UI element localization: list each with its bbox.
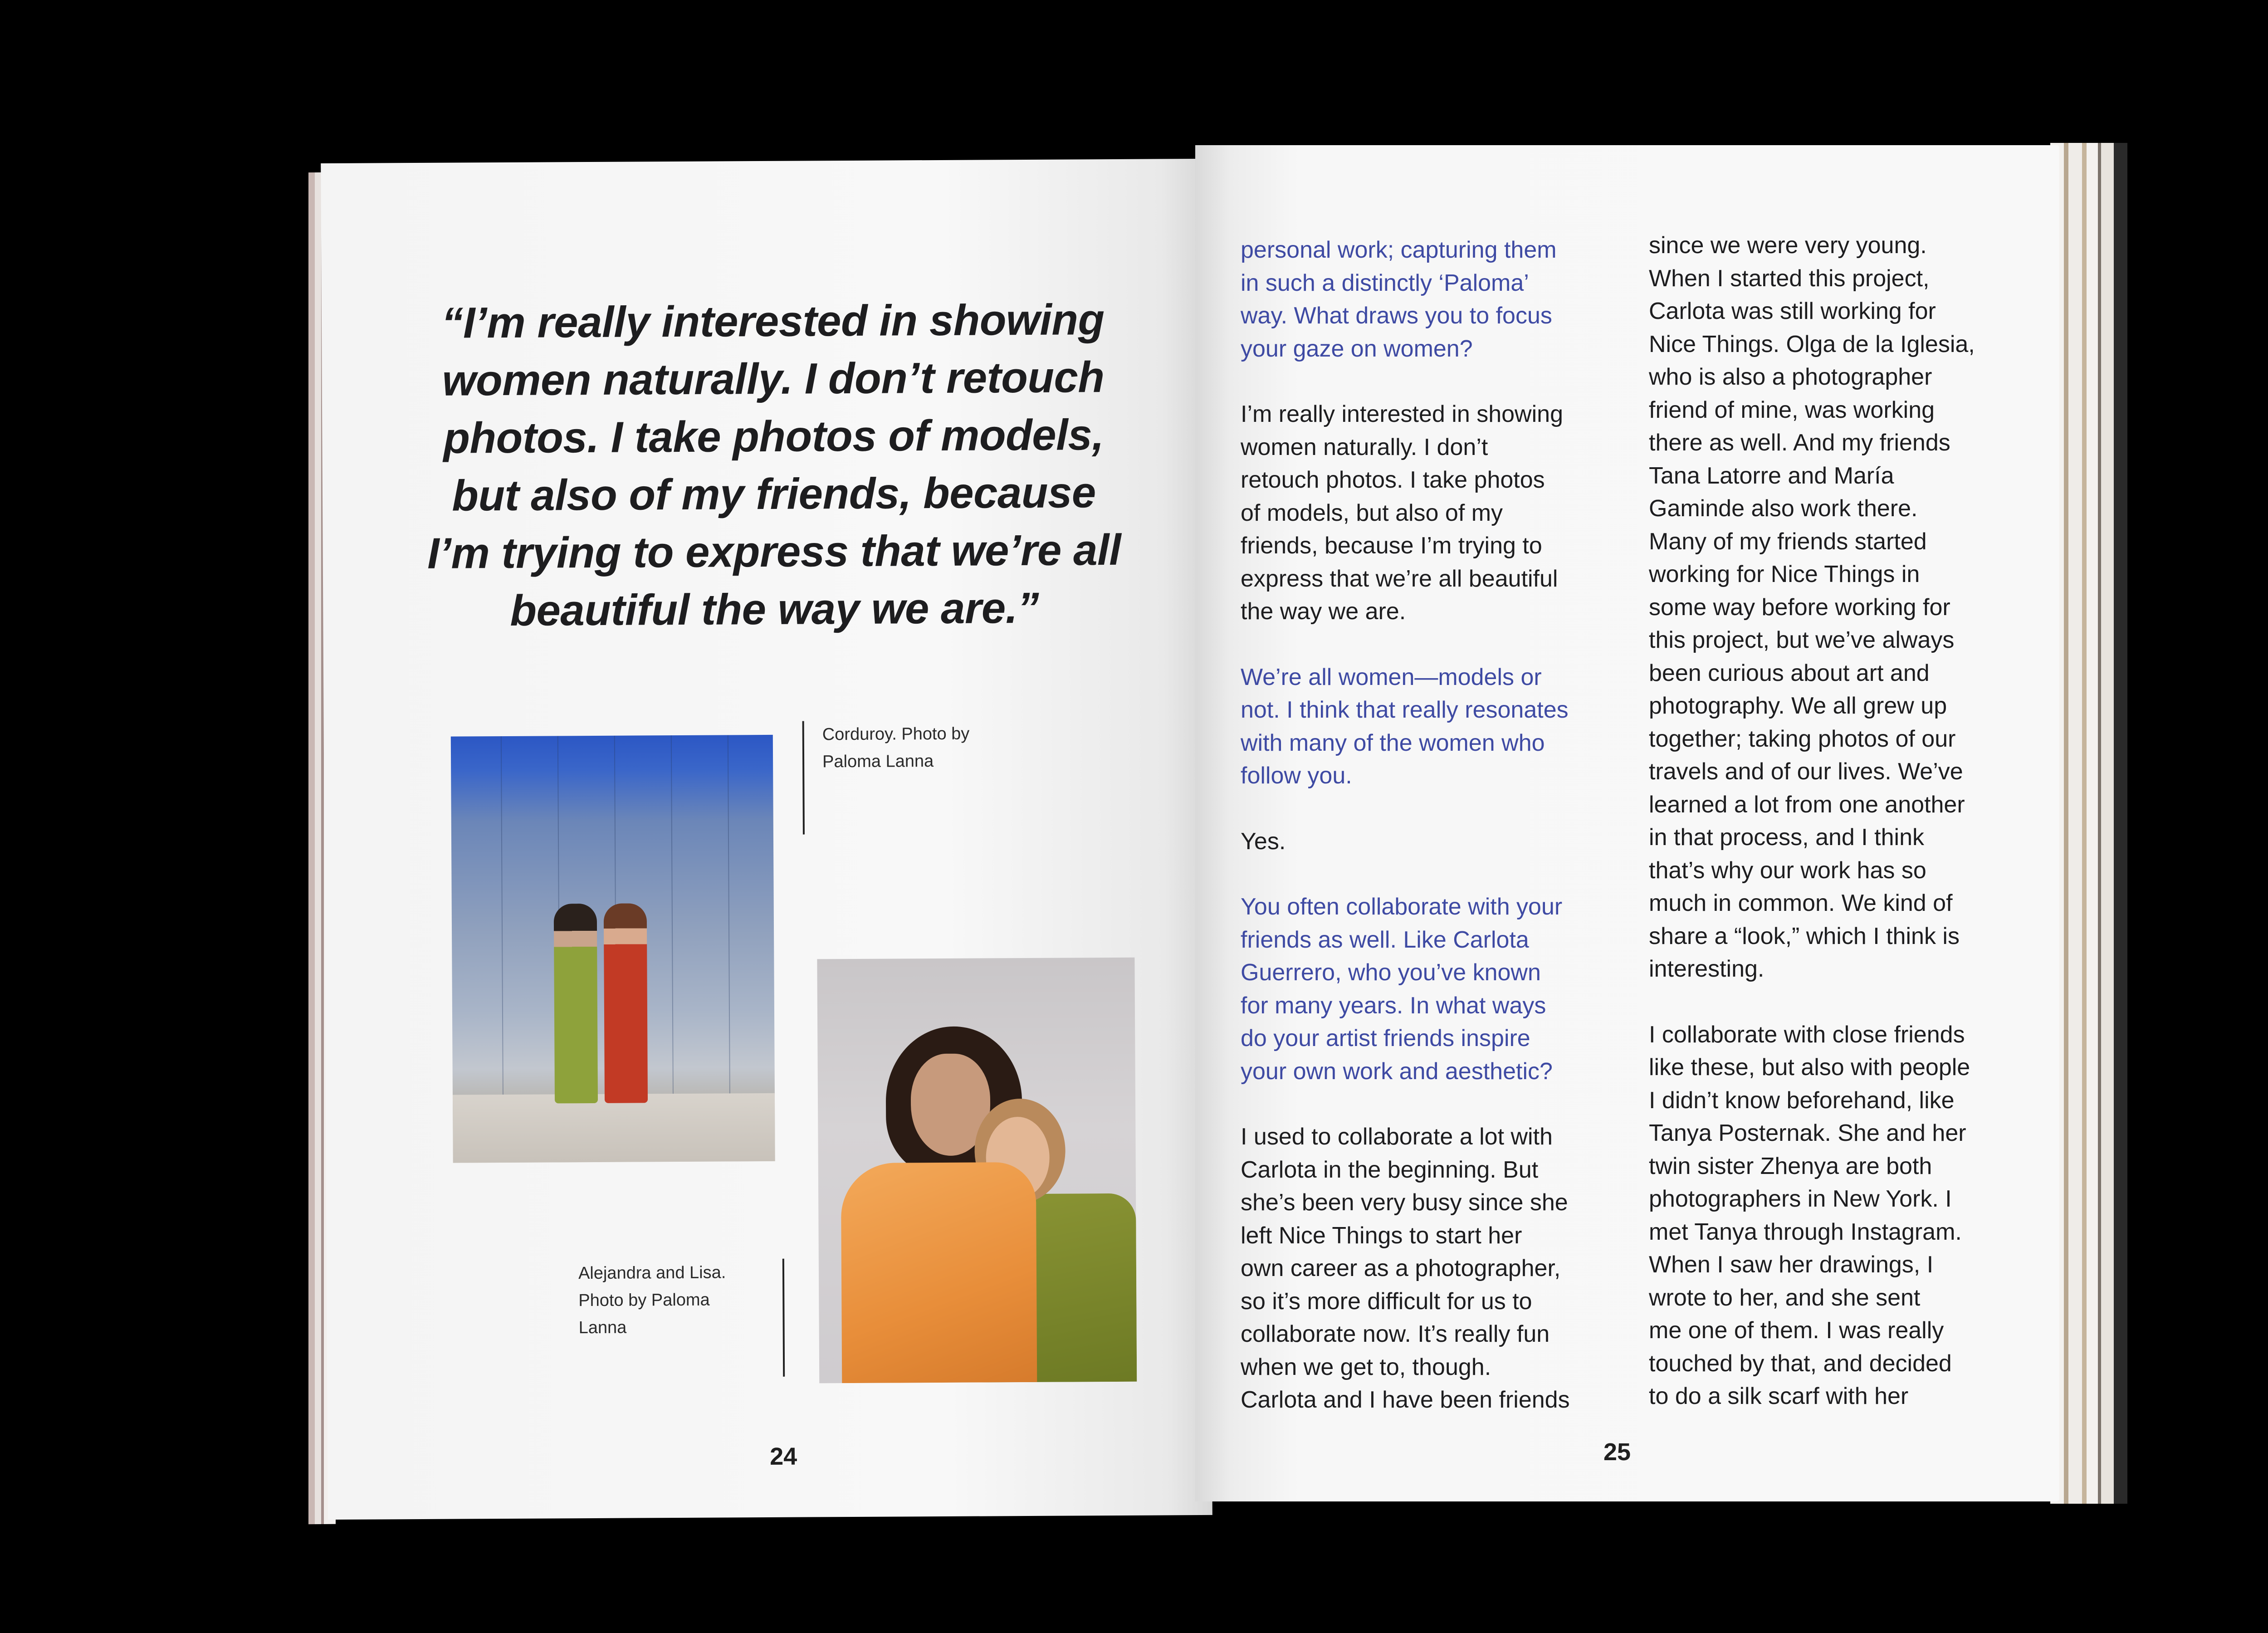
text-line: the way we are.: [1241, 598, 1406, 625]
text-line: your gaze on women?: [1241, 335, 1473, 362]
text-line: Tanya Posternak. She and her: [1649, 1120, 1966, 1146]
text-line: Carlota was still working for: [1649, 298, 1936, 324]
interview-question: [1241, 890, 1626, 1088]
text-line: When I started this project,: [1649, 265, 1930, 292]
caption-line: Photo by Paloma: [578, 1290, 710, 1310]
photo-alejandra-and-lisa: [817, 958, 1137, 1384]
text-line: Carlota and I have been friends: [1241, 1387, 1570, 1413]
text-line: Guerrero, who you’ve known: [1241, 959, 1541, 986]
text-line: left Nice Things to start her: [1241, 1222, 1522, 1249]
model-red-corduroy: [604, 903, 648, 1103]
text-line: to do a silk scarf with her: [1649, 1383, 1909, 1409]
text-line: photography. We all grew up: [1649, 693, 1947, 719]
text-line: friend of mine, was working: [1649, 396, 1935, 423]
model-green-corduroy: [554, 904, 598, 1103]
text-line: in such a distinctly ‘Paloma’: [1241, 269, 1529, 296]
text-line: friends as well. Like Carlota: [1241, 926, 1529, 953]
text-line: way. What draws you to focus: [1241, 303, 1552, 329]
text-line: your own work and aesthetic?: [1241, 1058, 1553, 1085]
text-line: You often collaborate with your: [1241, 894, 1563, 920]
text-line: with many of the women who: [1241, 729, 1545, 756]
text-line: learned a lot from one another: [1649, 791, 1965, 818]
text-line: some way before working for: [1649, 594, 1950, 621]
text-line: in that process, and I think: [1649, 824, 1925, 851]
interview-answer: [1649, 229, 2034, 986]
caption-line: Alejandra and Lisa.: [578, 1263, 726, 1283]
pull-quote-line: I’m trying to express that we’re all: [427, 525, 1121, 578]
photo-corduroy: [451, 735, 775, 1163]
text-line: Nice Things. Olga de la Iglesia,: [1649, 331, 1975, 357]
text-line: I didn’t know beforehand, like: [1649, 1087, 1955, 1114]
pull-quote-line: “I’m really interested in showing: [441, 295, 1105, 347]
text-line: Many of my friends started: [1649, 528, 1927, 555]
text-line: I’m really interested in showing: [1241, 401, 1563, 427]
text-line: I used to collaborate a lot with: [1241, 1124, 1553, 1150]
text-line: me one of them. I was really: [1649, 1317, 1944, 1344]
photo-caption-alejandra-lisa: [578, 1259, 785, 1378]
text-line: much in common. We kind of: [1649, 890, 1953, 916]
text-line: that’s why our work has so: [1649, 857, 1926, 884]
text-line: travels and of our lives. We’ve: [1649, 758, 1963, 785]
interview-answer: [1241, 1120, 1626, 1417]
text-line: like these, but also with people: [1649, 1054, 1970, 1081]
text-line: for many years. In what ways: [1241, 992, 1546, 1019]
text-line: there as well. And my friends: [1649, 430, 1950, 456]
pull-quote: [401, 291, 1147, 640]
text-line: own career as a photographer,: [1241, 1255, 1561, 1281]
text-line: she’s been very busy since she: [1241, 1189, 1568, 1216]
text-line: retouch photos. I take photos: [1241, 467, 1545, 493]
caption-line: Paloma Lanna: [822, 752, 934, 772]
text-line: women naturally. I don’t: [1241, 434, 1488, 460]
interview-answer: [1241, 825, 1626, 858]
interview-question: [1241, 661, 1626, 792]
text-line: Carlota in the beginning. But: [1241, 1156, 1539, 1183]
text-line: When I saw her drawings, I: [1649, 1252, 1934, 1278]
text-line: met Tanya through Instagram.: [1649, 1218, 1962, 1245]
pull-quote-line: beautiful the way we are.”: [510, 583, 1039, 635]
text-line: Yes.: [1241, 828, 1286, 855]
text-line: working for Nice Things in: [1649, 561, 1920, 587]
text-line: share a “look,” which I think is: [1649, 923, 1960, 949]
right-page: [1195, 145, 2059, 1501]
text-line: follow you.: [1241, 763, 1352, 789]
caption-line: Corduroy. Photo by: [822, 724, 970, 744]
left-page: [321, 159, 1212, 1520]
text-line: Gaminde also work there.: [1649, 495, 1918, 522]
text-line: personal work; capturing them: [1241, 237, 1557, 263]
text-line: of models, but also of my: [1241, 499, 1503, 526]
right-page-edges: [2050, 143, 2127, 1504]
text-line: Tana Latorre and María: [1649, 462, 1894, 489]
text-line: together; taking photos of our: [1649, 725, 1956, 752]
text-line: when we get to, though.: [1241, 1354, 1491, 1380]
pull-quote-line: but also of my friends, because: [451, 468, 1096, 520]
photo-caption-corduroy: [802, 720, 1027, 835]
page-number: 25: [1603, 1438, 1631, 1466]
text-line: been curious about art and: [1649, 660, 1930, 686]
text-line: express that we’re all beautiful: [1241, 565, 1558, 592]
text-line: this project, but we’ve always: [1649, 627, 1955, 653]
text-line: photographers in New York. I: [1649, 1186, 1952, 1212]
text-line: who is also a photographer: [1649, 364, 1932, 390]
text-column-2: [1649, 229, 2034, 1446]
text-line: interesting.: [1649, 956, 1765, 982]
text-line: do your artist friends inspire: [1241, 1025, 1530, 1051]
interview-answer: [1241, 398, 1626, 628]
text-line: I collaborate with close friends: [1649, 1021, 1965, 1048]
text-column-1: [1241, 234, 1626, 1449]
text-line: twin sister Zhenya are both: [1649, 1153, 1932, 1179]
text-line: We’re all women—models or: [1241, 664, 1542, 690]
pull-quote-line: photos. I take photos of models,: [443, 411, 1104, 463]
text-line: not. I think that really resonates: [1241, 697, 1569, 723]
text-line: since we were very young.: [1649, 232, 1927, 259]
text-line: collaborate now. It’s really fun: [1241, 1321, 1550, 1347]
text-line: so it’s more difficult for us to: [1241, 1288, 1532, 1315]
pull-quote-line: women naturally. I don’t retouch: [442, 353, 1105, 405]
interview-answer: [1649, 1018, 2034, 1413]
interview-question: [1241, 234, 1626, 365]
text-line: touched by that, and decided: [1649, 1350, 1952, 1377]
text-line: wrote to her, and she sent: [1649, 1284, 1921, 1311]
page-number: 24: [769, 1442, 797, 1470]
text-line: friends, because I’m trying to: [1241, 533, 1542, 559]
caption-line: Lanna: [578, 1318, 627, 1338]
